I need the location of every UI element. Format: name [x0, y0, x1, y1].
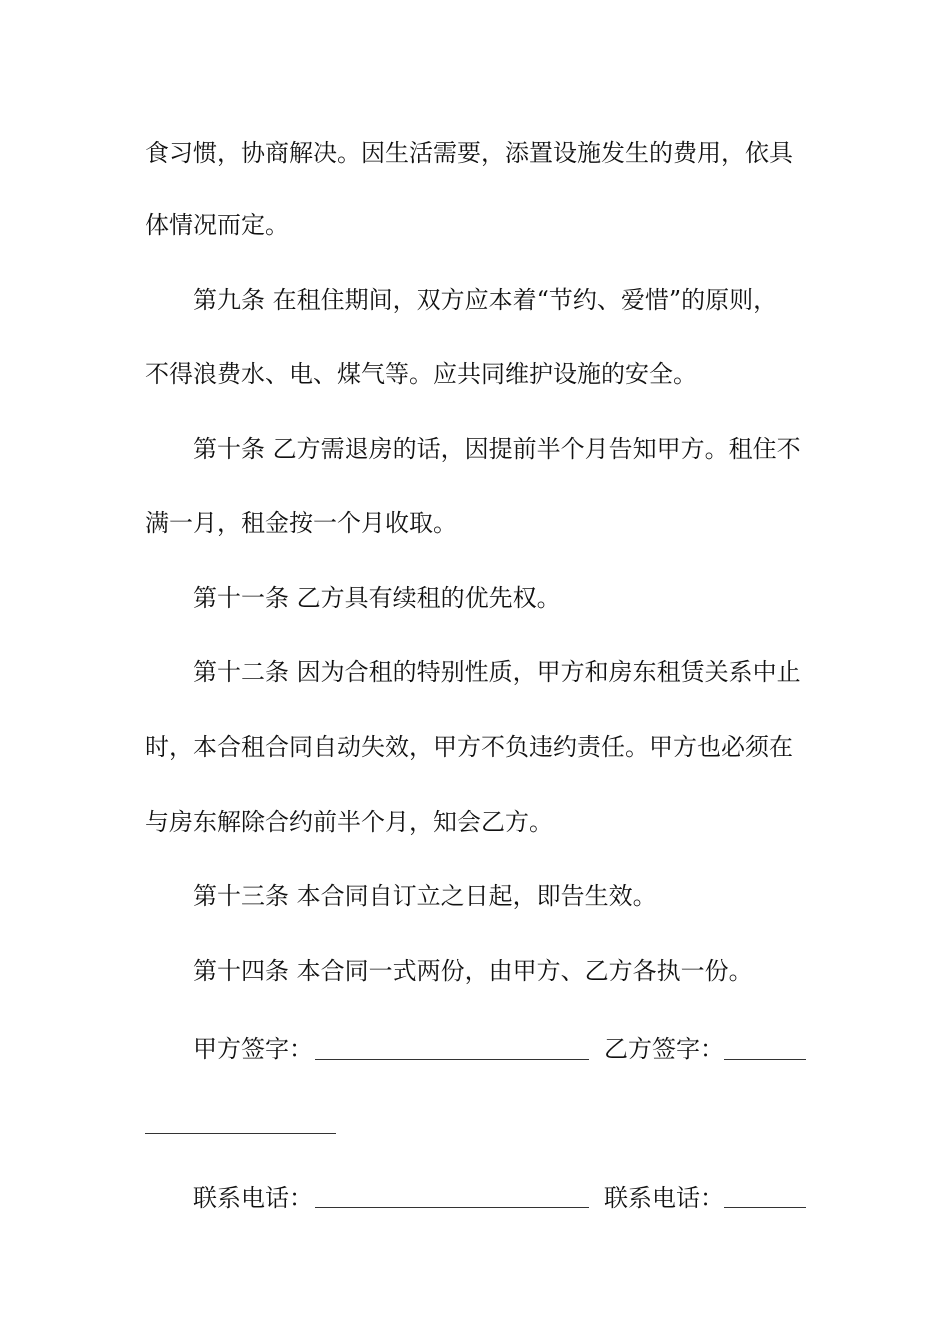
party-b-signature-label: 乙方签字：: [604, 1035, 724, 1063]
article-9-line: 第九条 在租住期间，双方应本着“节约、爱惜”的原则，: [193, 286, 778, 314]
article-10-line: 第十条 乙方需退房的话，因提前半个月告知甲方。租住不: [193, 435, 801, 463]
article-9-line: 不得浪费水、电、煤气等。应共同维护设施的安全。: [145, 360, 697, 388]
party-b-signature-line-continued: [145, 1133, 336, 1134]
paragraph-line: 食习惯，协商解决。因生活需要，添置设施发生的费用，依具: [145, 139, 793, 167]
party-b-phone-label: 联系电话：: [604, 1184, 724, 1212]
article-12-line: 与房东解除合约前半个月，知会乙方。: [145, 808, 553, 836]
party-a-signature-line: [315, 1059, 589, 1060]
party-b-signature-line: [724, 1059, 806, 1060]
article-12-line: 时，本合租合同自动失效，甲方不负违约责任。甲方也必须在: [145, 733, 793, 761]
article-10-line: 满一月，租金按一个月收取。: [145, 509, 457, 537]
article-11-line: 第十一条 乙方具有续租的优先权。: [193, 584, 561, 612]
paragraph-line: 体情况而定。: [145, 211, 289, 239]
party-a-phone-line: [315, 1207, 589, 1208]
party-a-signature-label: 甲方签字：: [193, 1035, 313, 1063]
article-14-line: 第十四条 本合同一式两份，由甲方、乙方各执一份。: [193, 957, 753, 985]
party-a-phone-label: 联系电话：: [193, 1184, 313, 1212]
article-12-line: 第十二条 因为合租的特别性质，甲方和房东租赁关系中止: [193, 658, 801, 686]
party-b-phone-line: [724, 1207, 806, 1208]
article-13-line: 第十三条 本合同自订立之日起，即告生效。: [193, 882, 657, 910]
